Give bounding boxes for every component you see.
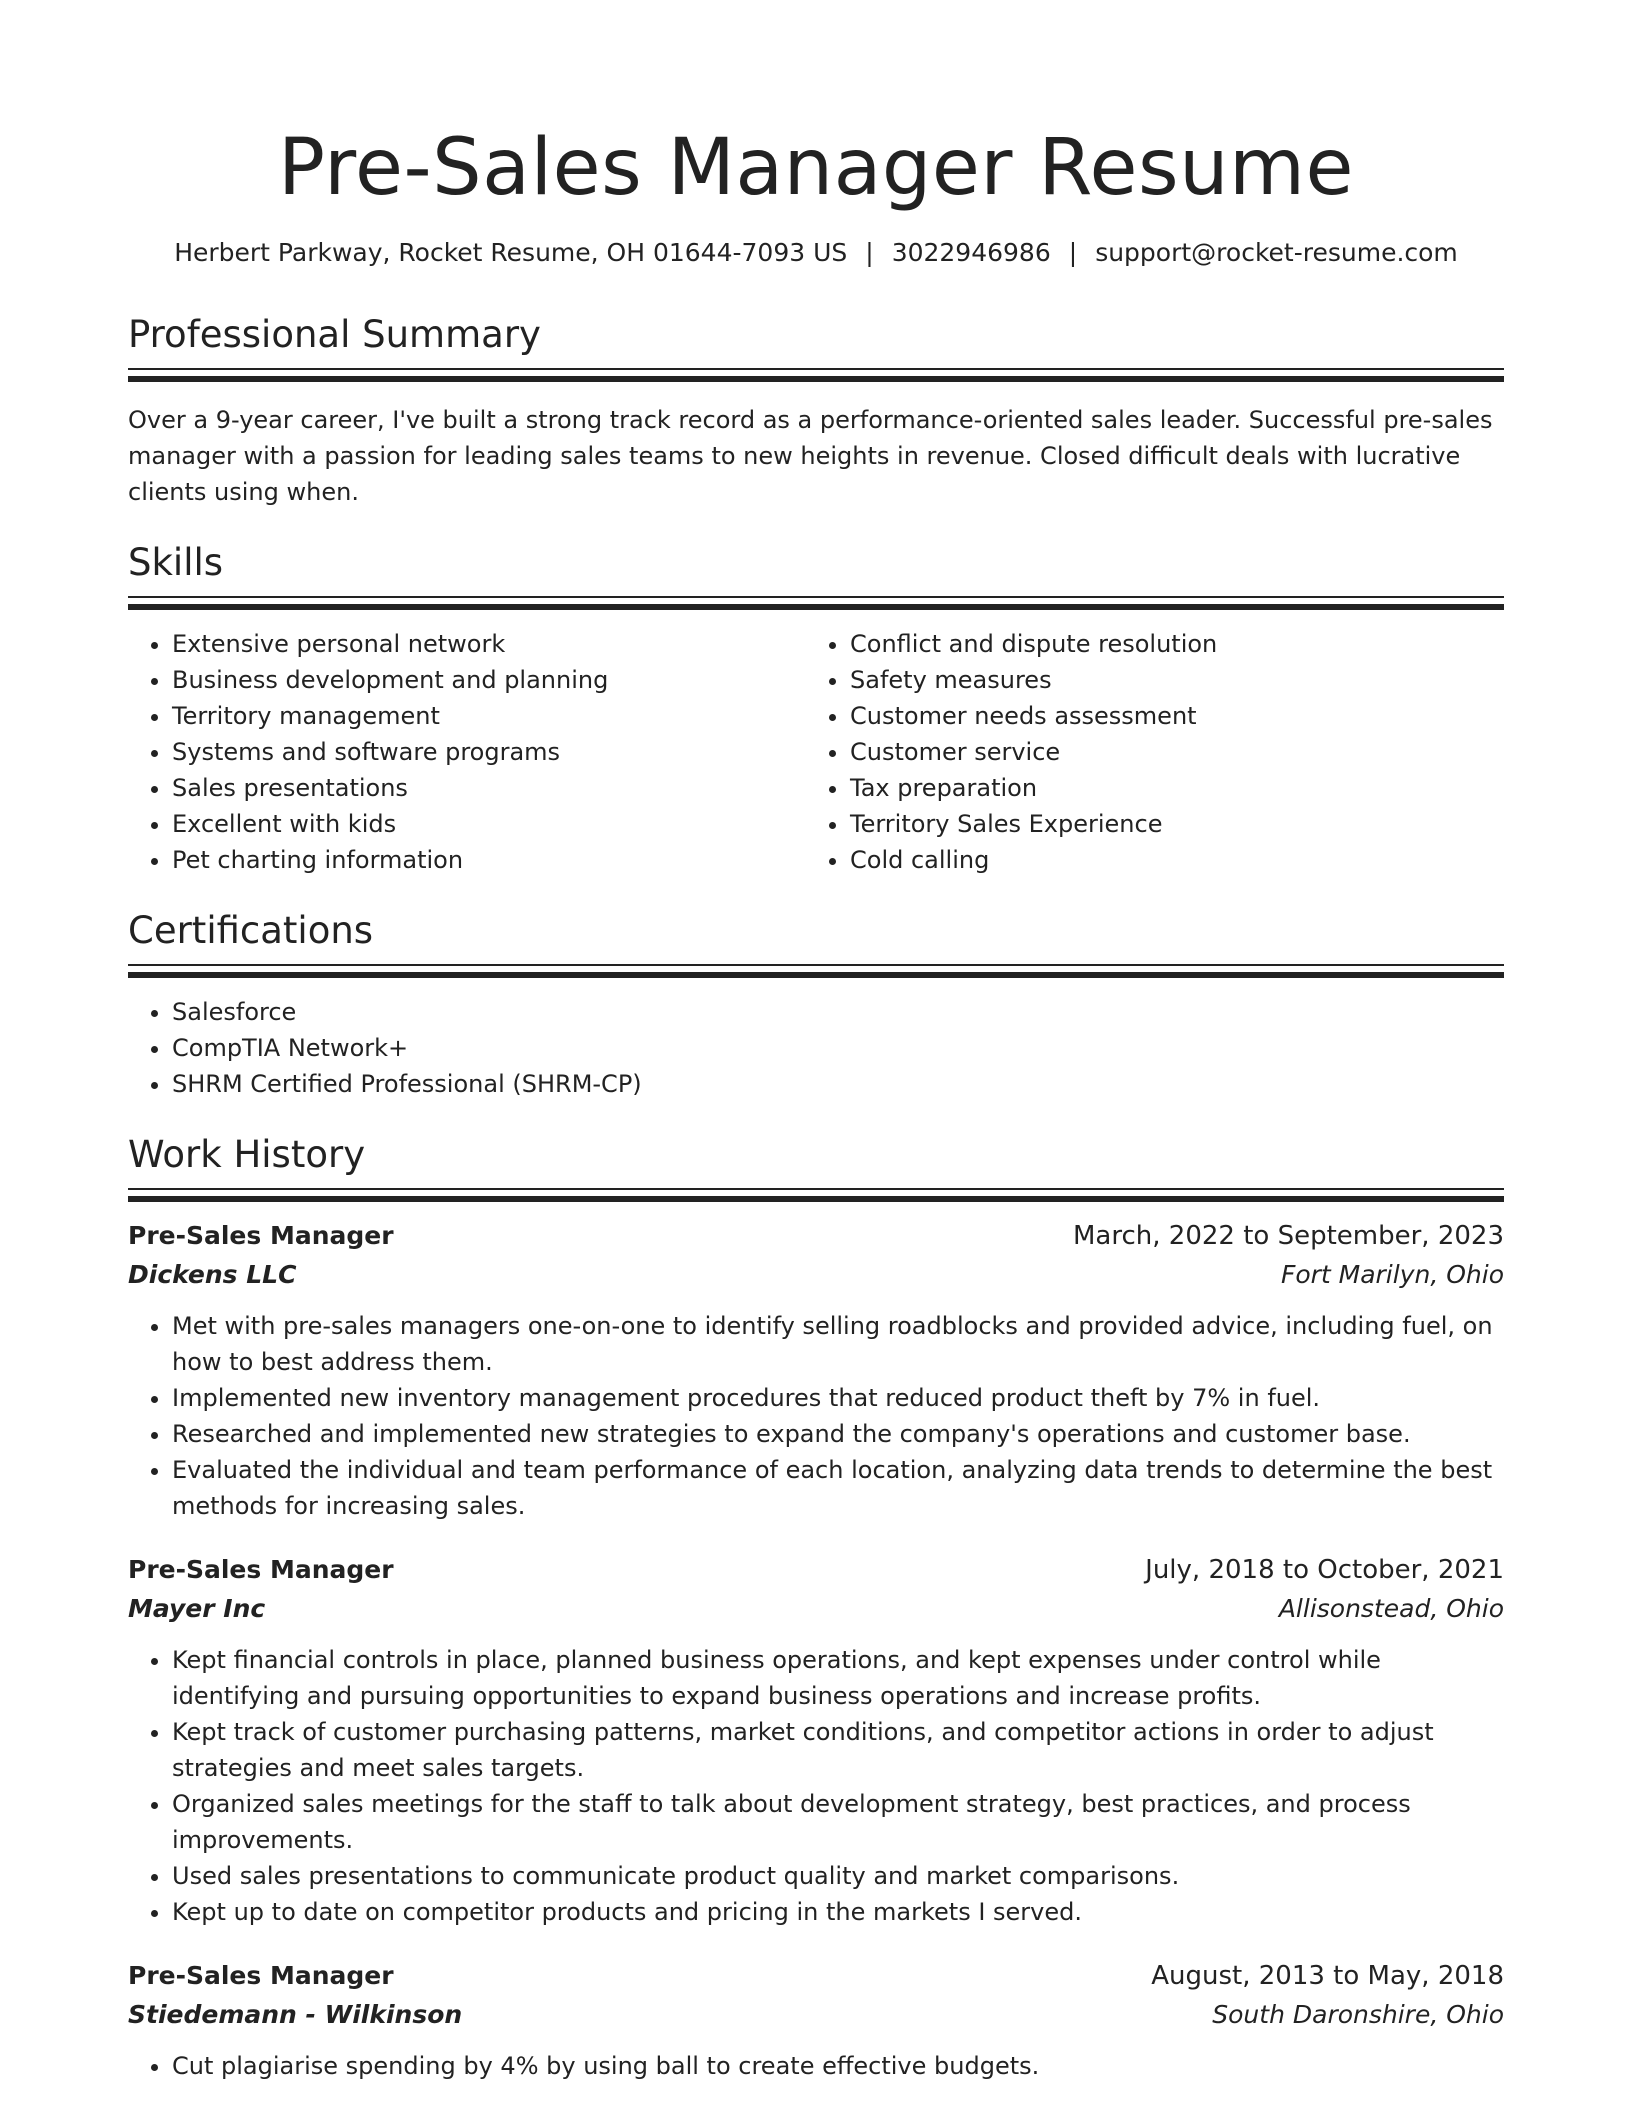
- job-bullet: • Researched and implemented new strategies to expand the company's operations and customer base.: [172, 1416, 1504, 1452]
- skill-item: • Safety measures: [850, 662, 1484, 698]
- certification-item: • CompTIA Network+: [172, 1030, 1504, 1066]
- job-company: Dickens LLC: [128, 1260, 297, 1289]
- skills-section: [128, 540, 1504, 878]
- job-header-row: [128, 1550, 1504, 1590]
- job-bullet: • Cut plagiarise spending by 4% by using ball to create effective budgets.: [172, 2048, 1504, 2084]
- job-bullets: [128, 1642, 1504, 1930]
- skill-item: • Conflict and dispute resolution: [850, 626, 1484, 662]
- resume-page: [128, 0, 1504, 2084]
- section-rule: [128, 368, 1504, 370]
- job-dates: March, 2022 to September, 2023: [1073, 1221, 1504, 1251]
- skills-heading: Skills: [128, 541, 224, 584]
- job-company-row: [128, 1590, 1504, 1628]
- skills-list-left: [128, 626, 806, 878]
- job-bullets: [128, 2048, 1504, 2084]
- certifications-section: [128, 908, 1504, 1102]
- skill-item: • Customer service: [850, 734, 1484, 770]
- certifications-list: [128, 994, 1504, 1102]
- skill-item: • Customer needs assessment: [850, 698, 1484, 734]
- skills-list-right: [806, 626, 1484, 878]
- skill-item: • Sales presentations: [172, 770, 806, 806]
- job-entry: [128, 1216, 1504, 1524]
- contact-line: [128, 236, 1504, 270]
- job-header-row: [128, 1956, 1504, 1996]
- section-rule-thick: [128, 1196, 1504, 1202]
- section-rule: [128, 964, 1504, 966]
- skill-item: • Systems and software programs: [172, 734, 806, 770]
- skills-columns: [128, 626, 1504, 878]
- section-rule-thick: [128, 604, 1504, 610]
- job-entry: [128, 1956, 1504, 2084]
- skills-column-right: [806, 626, 1484, 878]
- resume-title: Pre-Sales Manager Resume: [278, 123, 1354, 213]
- skill-item: • Pet charting information: [172, 842, 806, 878]
- section-rule-thick: [128, 376, 1504, 382]
- skill-item: • Tax preparation: [850, 770, 1484, 806]
- contact-separator: |: [865, 238, 874, 267]
- skill-item: • Cold calling: [850, 842, 1484, 878]
- job-dates: July, 2018 to October, 2021: [1145, 1555, 1504, 1585]
- section-rule: [128, 1188, 1504, 1190]
- job-bullet: • Implemented new inventory management procedures that reduced product theft by 7% in fuel.: [172, 1380, 1504, 1416]
- job-bullets: [128, 1308, 1504, 1524]
- work-history-heading: Work History: [128, 1133, 366, 1176]
- summary-section: [128, 312, 1504, 510]
- job-company: Stiedemann - Wilkinson: [128, 2000, 463, 2029]
- contact-separator: |: [1068, 238, 1078, 267]
- skills-column-left: [128, 626, 806, 878]
- job-company: Mayer Inc: [128, 1594, 266, 1623]
- job-title: Pre-Sales Manager: [128, 1961, 394, 1990]
- job-bullet: • Organized sales meetings for the staff to talk about development strategy, best practices, and process improvements.: [172, 1786, 1504, 1858]
- skill-item: • Extensive personal network: [172, 626, 806, 662]
- summary-heading: Professional Summary: [128, 313, 541, 356]
- certification-item: • Salesforce: [172, 994, 1504, 1030]
- skill-item: • Excellent with kids: [172, 806, 806, 842]
- job-bullet: • Kept track of customer purchasing patterns, market conditions, and competitor actions in order to adjust strategies and meet sales targets.: [172, 1714, 1504, 1786]
- certification-item: • SHRM Certified Professional (SHRM-CP): [172, 1066, 1504, 1102]
- job-bullet: • Kept financial controls in place, planned business operations, and kept expenses under control while identifying and pursuing opportunities to expand business operations and increase profits.: [172, 1642, 1504, 1714]
- job-company-row: [128, 1256, 1504, 1294]
- section-rule-thick: [128, 972, 1504, 978]
- contact-phone: 3022946986: [891, 238, 1051, 267]
- job-title: Pre-Sales Manager: [128, 1221, 394, 1250]
- summary-text: Over a 9-year career, I've built a strong track record as a performance-oriented sales leader. Successful pre-sales manager with a passion for leading sales teams to new heights in revenue. Closed difficult deals with lucrative clients using when.: [128, 406, 1493, 506]
- skill-item: • Territory management: [172, 698, 806, 734]
- job-location: Fort Marilyn, Ohio: [1280, 1260, 1504, 1289]
- job-location: Allisonstead, Ohio: [1278, 1594, 1504, 1623]
- certifications-heading: Certifications: [128, 909, 374, 952]
- job-bullet: • Met with pre-sales managers one-on-one to identify selling roadblocks and provided advice, including fuel, on how to best address them.: [172, 1308, 1504, 1380]
- skill-item: • Business development and planning: [172, 662, 806, 698]
- job-company-row: [128, 1996, 1504, 2034]
- job-dates: August, 2013 to May, 2018: [1151, 1961, 1504, 1991]
- contact-email: support@rocket-resume.com: [1095, 238, 1458, 267]
- skill-item: • Territory Sales Experience: [850, 806, 1484, 842]
- job-title: Pre-Sales Manager: [128, 1555, 394, 1584]
- job-header-row: [128, 1216, 1504, 1256]
- job-entry: [128, 1550, 1504, 1930]
- work-history-section: [128, 1132, 1504, 2084]
- section-rule: [128, 596, 1504, 598]
- job-location: South Daronshire, Ohio: [1212, 2000, 1504, 2029]
- job-bullet: • Kept up to date on competitor products and pricing in the markets I served.: [172, 1894, 1504, 1930]
- job-bullet: • Evaluated the individual and team performance of each location, analyzing data trends to determine the best methods for increasing sales.: [172, 1452, 1504, 1524]
- job-bullet: • Used sales presentations to communicate product quality and market comparisons.: [172, 1858, 1504, 1894]
- contact-address: Herbert Parkway, Rocket Resume, OH 01644-7093 US: [174, 238, 848, 267]
